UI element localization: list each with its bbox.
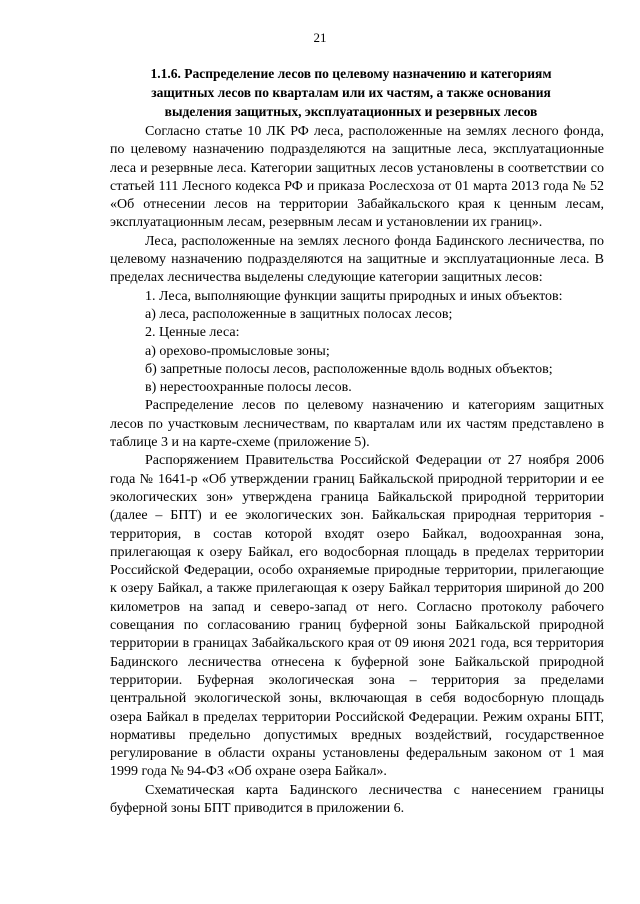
paragraph: Схематическая карта Бадинского лесничества с нанесением границы буферной зоны БПТ приводится в приложении 6. (110, 782, 604, 816)
section-heading-line: выделения защитных, эксплуатационных и резервных лесов (164, 104, 538, 119)
list-item: а) леса, расположенные в защитных полосах лесов; (145, 306, 453, 322)
page-number: 21 (313, 30, 327, 45)
list-item: б) запретные полосы лесов, расположенные вдоль водных объектов; (145, 361, 553, 377)
list-item: в) нерестоохранные полосы лесов. (145, 380, 352, 396)
paragraph: Распоряжением Правительства Российской Федерации от 27 ноября 2006 года № 1641-р «Об утверждении границ Байкальской природной территории и ее экологических зон» утверждена граница Байкальской природной территории (далее – БПТ) и ее экологических зон. Байкальская природная территория - территория, в состав которой входят озеро Байкал, водоохранная зона, прилегающая к озеру Байкал, его водосборная площадь в пределах территории Российской Федерации, особо охраняемые природные территории, прилегающие к озеру Байкал, а также прилегающая к озеру Байкал территория шириной до 200 километров на запад и северо-запад от него. Согласно протоколу рабочего совещания по согласованию границ буферной зоны Байкальской природной территории в границах Забайкальского края от 09 июня 2021 года, вся территория Бадинского лесничества отнесена к буферной зоне Байкальской природной территории. Буферная экологическая зона – территория за пределами центральной экологической зоны, включающая в себя водосборную площадь озера Байкал в пределах территории Российской Федерации. Режим охраны БПТ, нормативы предельно допустимых вредных воздействий, государственное регулирование в области охраны установлены федеральным законом от 1 мая 1999 года № 94-ФЗ «Об охране озера Байкал». (110, 453, 604, 780)
section-heading-line: 1.1.6. Распределение лесов по целевому назначению и категориям (150, 66, 552, 81)
section-heading-line: защитных лесов по кварталам или их частям, а также основания (151, 85, 551, 100)
paragraph: Согласно статье 10 ЛК РФ леса, расположенные на землях лесного фонда, по целевому назначению подразделяются на защитные леса, эксплуатационные леса и резервные леса. Категории защитных лесов установлены в соответствии со статьей 111 Лесного кодекса РФ и приказа Рослесхоза от 01 марта 2013 года № 52 «Об отнесении лесов на территории Забайкальского края к ценным лесам, эксплуатационным лесам, резервным лесам и установлении их границ». (110, 124, 604, 231)
section-heading (110, 64, 592, 121)
list-item: а) орехово-промысловые зоны; (145, 343, 330, 359)
list-item: 2. Ценные леса: (145, 325, 240, 341)
paragraph: Леса, расположенные на землях лесного фонда Бадинского лесничества, по целевому назначению подразделяются на защитные и эксплуатационные леса. В пределах лесничества выделены следующие категории защитных лесов: (110, 233, 604, 286)
list-item: 1. Леса, выполняющие функции защиты природных и иных объектов: (145, 288, 563, 304)
body-text (110, 123, 604, 818)
paragraph: Распределение лесов по целевому назначению и категориям защитных лесов по участковым лесничествам, по кварталам или их частям представлено в таблице 3 и на карте-схеме (приложение 5). (110, 398, 604, 451)
